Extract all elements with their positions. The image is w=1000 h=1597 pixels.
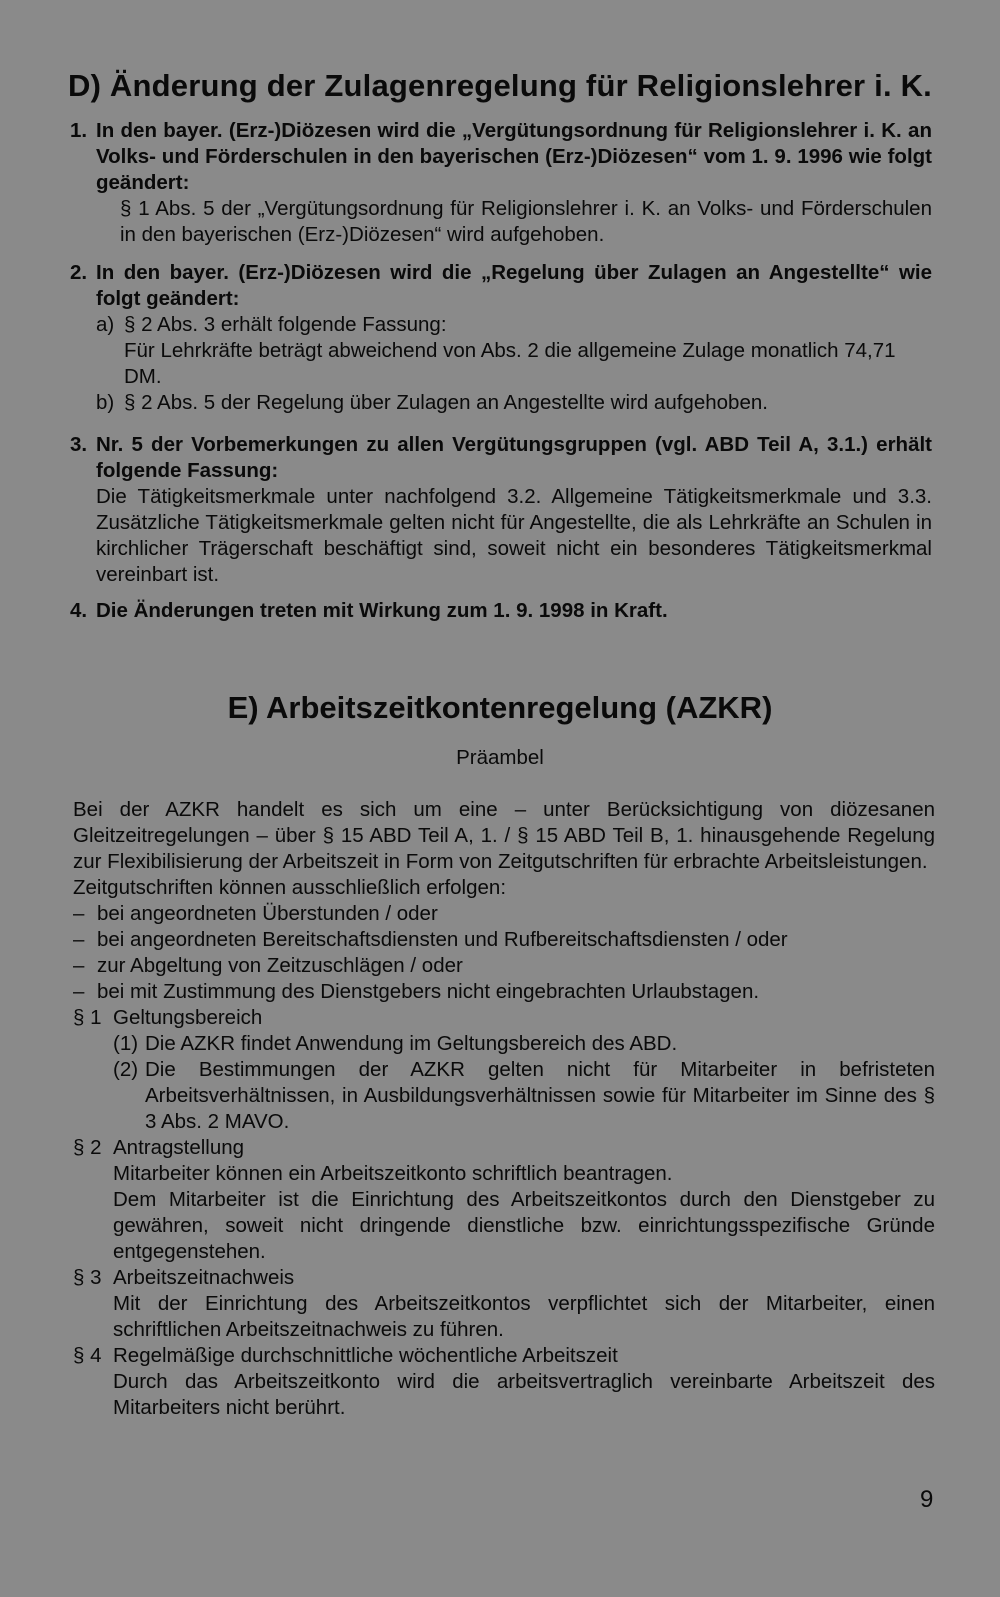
- paragraph-text: Mit der Einrichtung des Arbeitszeitkontos verpflichtet sich der Mitarbeiter, einen schriftlichen Arbeitszeitnachweis zu führen.: [113, 1292, 935, 1341]
- sub-item-label: b): [96, 391, 115, 414]
- list-item-text: bei angeordneten Überstunden / oder: [97, 902, 438, 925]
- page-number: 9: [920, 1486, 934, 1513]
- sub-item-a: [96, 312, 932, 390]
- list-intro: Zeitgutschriften können ausschließlich erfolgen:: [73, 876, 507, 899]
- intro-paragraph: Bei der AZKR handelt es sich um eine – unter Berücksichtigung von diözesanen Gleitzeitregelungen – über § 15 ABD Teil A, 1. / § 15 ABD Teil B, 1. hinausgehende Regelung zur Flexibilisierung der Arbeitszeit in Form von Zeitgutschriften für erbrachte Arbeitsleistungen.: [73, 798, 935, 873]
- paragraph-4-heading: [73, 1343, 935, 1369]
- list-item-text: bei mit Zustimmung des Dienstgebers nicht eingebrachten Urlaubstagen.: [97, 980, 760, 1003]
- paragraph-title: Arbeitszeitnachweis: [113, 1266, 295, 1289]
- paragraph-symbol: § 4: [73, 1344, 102, 1367]
- paragraph-text: Dem Mitarbeiter ist die Einrichtung des Arbeitszeitkontos durch den Dienstgeber zu gewähren, soweit nicht dringende dienstliche bzw. einrichtungsspezifische Gründe entgegenstehen.: [113, 1188, 935, 1263]
- item-lead: Die Änderungen treten mit Wirkung zum 1. 9. 1998 in Kraft.: [96, 599, 668, 622]
- sub-item-label: a): [96, 313, 115, 336]
- list-item-text: zur Abgeltung von Zeitzuschlägen / oder: [97, 954, 463, 977]
- item-number: 1.: [70, 119, 88, 142]
- abs-text: Die AZKR findet Anwendung im Geltungsbereich des ABD.: [145, 1032, 678, 1055]
- paragraph-text: Mitarbeiter können ein Arbeitszeitkonto schriftlich beantragen.: [113, 1162, 673, 1185]
- section-d-item-2: [70, 260, 932, 416]
- item-text: Die Tätigkeitsmerkmale unter nachfolgend 3.2. Allgemeine Tätigkeitsmerkmale und 3.3. Zusätzliche Tätigkeitsmerkmale gelten nicht für Angestellte, die als Lehrkräfte an Schulen in kirchlicher Trägerschaft beschäftigt sind, soweit nicht ein besonderes Tätigkeitsmerkmal vereinbart ist.: [96, 485, 932, 586]
- paragraph-1-heading: [73, 1005, 935, 1031]
- paragraph-title: Regelmäßige durchschnittliche wöchentliche Arbeitszeit: [113, 1344, 618, 1367]
- section-d-item-4: [70, 598, 932, 624]
- list-item: [73, 901, 935, 927]
- abs-number: (2): [113, 1058, 139, 1081]
- item-lead: In den bayer. (Erz-)Diözesen wird die „Regelung über Zulagen an Angestellte“ wie folgt geändert:: [96, 261, 932, 310]
- sub-item-line: Für Lehrkräfte beträgt abweichend von Abs. 2 die allgemeine Zulage monatlich 74,71 DM.: [124, 339, 896, 388]
- section-e-body: [73, 797, 935, 1421]
- paragraph-symbol: § 2: [73, 1136, 102, 1159]
- item-number: 3.: [70, 433, 88, 456]
- item-number: 4.: [70, 599, 88, 622]
- section-e-heading: E) Arbeitszeitkontenregelung (AZKR): [227, 690, 773, 725]
- preamble-heading: Präambel: [456, 746, 544, 769]
- list-item: [73, 979, 935, 1005]
- sub-item-b: [96, 390, 932, 416]
- sub-item-line: § 2 Abs. 5 der Regelung über Zulagen an Angestellte wird aufgehoben.: [124, 391, 768, 414]
- list-dash: –: [73, 902, 85, 925]
- abs-text: Die Bestimmungen der AZKR gelten nicht für Mitarbeiter in befristeten Arbeitsverhältnissen, in Ausbildungsverhältnissen sowie für Mitarbeiter im Sinne des § 3 Abs. 2 MAVO.: [145, 1058, 935, 1133]
- paragraph-2-heading: [73, 1135, 935, 1161]
- paragraph-text: Durch das Arbeitszeitkonto wird die arbeitsvertraglich vereinbarte Arbeitszeit des Mitarbeiters nicht berührt.: [113, 1370, 935, 1419]
- item-number: 2.: [70, 261, 88, 284]
- paragraph-title: Geltungsbereich: [113, 1006, 263, 1029]
- list-dash: –: [73, 928, 85, 951]
- item-lead: Nr. 5 der Vorbemerkungen zu allen Vergütungsgruppen (vgl. ABD Teil A, 3.1.) erhält folgende Fassung:: [96, 433, 932, 482]
- paragraph-1-abs-1: [113, 1031, 935, 1057]
- list-dash: –: [73, 954, 85, 977]
- list-dash: –: [73, 980, 85, 1003]
- sub-item-line: § 2 Abs. 3 erhält folgende Fassung:: [124, 313, 447, 336]
- list-item: [73, 953, 935, 979]
- paragraph-3-heading: [73, 1265, 935, 1291]
- paragraph-1-abs-2: [113, 1057, 935, 1135]
- paragraph-title: Antragstellung: [113, 1136, 245, 1159]
- paragraph-symbol: § 3: [73, 1266, 102, 1289]
- item-lead: In den bayer. (Erz-)Diözesen wird die „Vergütungsordnung für Religionslehrer i. K. an Volks- und Förderschulen in den bayerischen (Erz-)Diözesen“ vom 1. 9. 1996 wie folgt geändert:: [96, 119, 932, 194]
- list-item-text: bei angeordneten Bereitschaftsdiensten und Rufbereitschaftsdiensten / oder: [97, 928, 788, 951]
- section-d-item-3: [70, 432, 932, 588]
- paragraph-symbol: § 1: [73, 1006, 102, 1029]
- list-item: [73, 927, 935, 953]
- section-d-item-1: [70, 118, 932, 248]
- section-d-heading: D) Änderung der Zulagenregelung für Religionslehrer i. K.: [68, 68, 932, 103]
- abs-number: (1): [113, 1032, 139, 1055]
- item-text: § 1 Abs. 5 der „Vergütungsordnung für Religionslehrer i. K. an Volks- und Förderschulen in den bayerischen (Erz-)Diözesen“ wird aufgehoben.: [120, 197, 932, 246]
